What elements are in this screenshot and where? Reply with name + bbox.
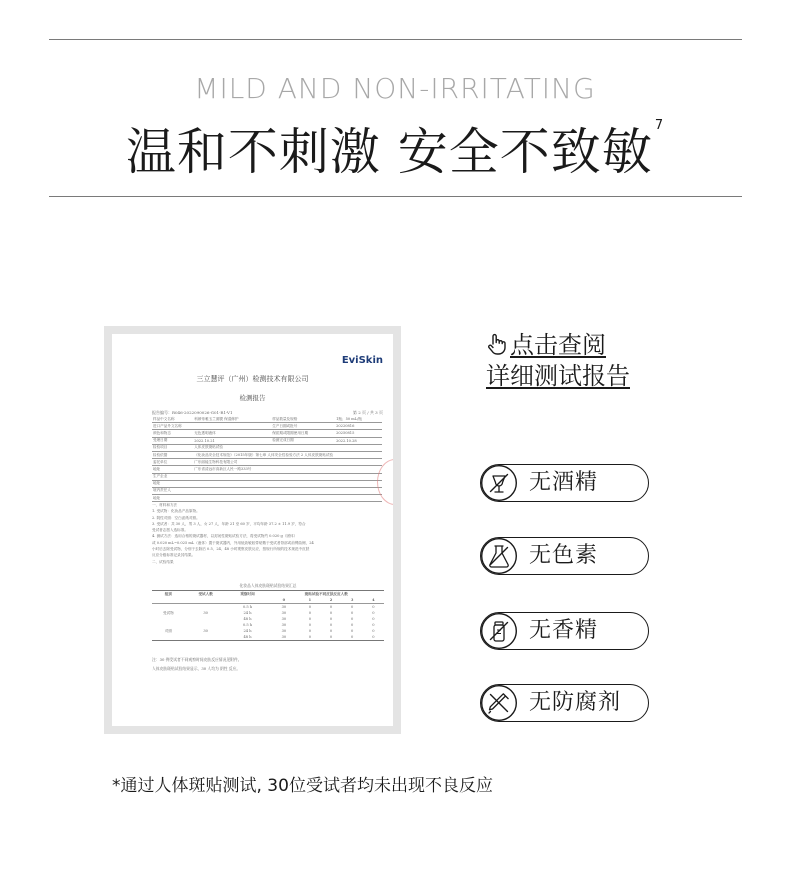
view-report-line-1[interactable] (486, 330, 686, 361)
body-line: 3. 受试者：共 30 人，男 3 人，女 27 人，年龄 21 至 60 岁，平均年龄 37.2 ± 11.9 岁，符合 (152, 521, 306, 526)
info-label: 委托单位 (152, 459, 193, 466)
info-value (193, 480, 382, 487)
info-row (152, 430, 382, 437)
results-header-cell: 组别 (152, 591, 185, 598)
info-value: 人体皮肤斑贴试验 (193, 444, 382, 451)
report-page-number: 第 2 页 / 共 3 页 (352, 410, 383, 415)
info-row (152, 437, 382, 444)
results-cell: 0 (308, 629, 311, 633)
results-cell: 0 (329, 629, 333, 633)
info-value: 2022.10.21 (193, 437, 271, 444)
info-value (193, 423, 271, 430)
results-cell: 48 h (243, 617, 252, 621)
results-cell: 0 (350, 623, 354, 627)
results-table (152, 590, 384, 641)
info-label: 检验项目 (152, 444, 193, 451)
info-row (152, 480, 382, 487)
info-row (152, 459, 382, 466)
results-cell: 30 (268, 634, 299, 641)
info-value (193, 473, 382, 480)
info-value: 1瓶；50 mL/瓶 (335, 416, 382, 423)
results-cell: 0 (308, 605, 311, 609)
info-value: 20220816 (335, 423, 382, 430)
results-cell: 0 (372, 611, 375, 615)
results-cell: 24 h (243, 611, 252, 615)
results-cell: 30 (281, 629, 287, 633)
results-cell: 0 (350, 629, 354, 633)
report-info-table (152, 416, 382, 502)
headline-text: 温和不刺激 安全不致敏 (125, 123, 653, 181)
info-row (152, 466, 382, 473)
results-group-count: 30 (203, 629, 208, 633)
info-label: 检测完成日期 (271, 437, 335, 444)
eviskin-logo: EviSkin (341, 355, 383, 366)
results-cell: 0.5 h (242, 605, 253, 609)
results-grade-cell: 0 (268, 597, 299, 604)
info-row (152, 444, 382, 451)
no-fragrance-icon (480, 612, 518, 650)
body-line: 2. 阴性对照：空白滤纸对照。 (152, 515, 200, 520)
no-alcohol-icon (480, 464, 518, 502)
results-grade-cell: 1 (299, 597, 320, 604)
info-label: 样品中文名称 (152, 416, 193, 423)
results-cell: 0 (308, 611, 311, 615)
body-line: 受试者志愿入选标准。 (152, 528, 188, 533)
results-group-name: 对照 (164, 628, 172, 633)
info-label: 地址 (152, 495, 193, 502)
no-pigment-icon (480, 537, 518, 575)
bottom-divider (49, 196, 742, 197)
info-label: 样品数量及规格 (271, 416, 335, 423)
report-body-text (152, 502, 384, 565)
footnote: *通过人体斑贴测试, 30位受试者均未出现不良反应 (112, 776, 493, 796)
results-grade-cell: 2 (320, 597, 341, 604)
results-cell: 24 h (243, 629, 252, 633)
body-line: 4. 测试方法：选用合格的斑试器材，以封闭性斑贴试验方法，将受试物约 0.020 g（固体） (152, 534, 298, 539)
info-row (152, 495, 382, 502)
badge-no-fragrance (480, 612, 649, 650)
results-cell: 0 (299, 634, 320, 641)
info-row (152, 423, 382, 430)
results-cell: 0 (350, 611, 354, 615)
info-label: 进口产品外文名称 (152, 423, 193, 430)
view-report-label-1: 点击查阅 (510, 331, 606, 359)
report-company: 三立慧评（广州）检测技术有限公司 (196, 375, 309, 383)
badge-no-pigment (480, 537, 649, 575)
footnote-marker: 7 (654, 118, 665, 133)
note-line: 注：30 例受试者不同观察时间皮肤反应情况见附件。 (152, 657, 242, 662)
results-row (152, 634, 384, 641)
info-label: 地址 (152, 480, 193, 487)
info-row (152, 416, 382, 423)
results-cell: 0 (342, 634, 363, 641)
results-cell: 48 h (227, 634, 269, 641)
results-cell: 0 (329, 623, 333, 627)
top-divider (49, 39, 742, 40)
badge-no-preservative (480, 684, 649, 722)
info-row (152, 487, 382, 494)
results-grade-cell: 3 (342, 597, 363, 604)
body-line: 反应分级标准记录其结果。 (152, 553, 196, 558)
results-cell: 0 (329, 617, 333, 621)
info-value: 广东丽能生物科技有限公司 (193, 459, 382, 466)
headline (0, 112, 790, 184)
pointing-hand-icon (486, 333, 506, 355)
note-line: 人体皮肤斑贴试验结果显示，30 人均为 阴性 反应。 (152, 666, 241, 671)
results-cell: 0 (350, 605, 354, 609)
results-header-cell: 斑贴试验不同皮肤反应人数 (268, 591, 384, 598)
badge-label: 无香精 (529, 618, 599, 643)
info-label: 颜色和物态 (152, 430, 193, 437)
body-line: 或 0.020 mL~0.025 mL（液体）置于斑试器内，外用低致敏胶带贴敷于受试者背部或前臂曲侧，24 (152, 540, 314, 545)
results-group-count (185, 634, 227, 641)
results-cell: 0 (350, 617, 354, 621)
info-label: 生产企业 (152, 473, 193, 480)
results-cell: 0 (308, 617, 311, 621)
report-thumbnail[interactable] (104, 326, 401, 734)
badge-no-alcohol (480, 464, 649, 502)
no-preservative-icon (480, 684, 518, 722)
info-value (193, 495, 382, 502)
results-cell: 0 (320, 634, 341, 641)
results-cell: 0 (329, 605, 333, 609)
info-label: 境内责任人 (152, 487, 193, 494)
results-cell: 0.5 h (242, 623, 253, 627)
info-label: 检验依据 (152, 451, 193, 458)
report-page (112, 334, 393, 726)
results-cell: 30 (281, 611, 287, 615)
info-label: 保质期或限期使用日期 (271, 430, 335, 437)
results-cell: 0 (372, 617, 375, 621)
results-cell: 0 (308, 623, 311, 627)
badge-label: 无酒精 (529, 470, 599, 495)
badge-label: 无防腐剂 (529, 690, 622, 715)
results-grade-cell: 4 (363, 597, 384, 604)
body-line: 一、材料和方法 (152, 503, 178, 507)
results-cell: 0 (372, 623, 375, 627)
results-group-name: 受试物 (162, 610, 174, 615)
body-line: 二、试验结果 (152, 559, 174, 564)
results-group-name (152, 634, 185, 641)
results-header-cell: 受试人数 (185, 591, 227, 598)
info-value: 科颜蒂雅玉兰面膜 保湿修护 (193, 416, 271, 423)
info-value: 2022.10.28 (335, 437, 382, 444)
results-cell: 0 (329, 611, 333, 615)
view-report-link[interactable] (486, 330, 686, 392)
badge-label: 无色素 (529, 543, 599, 568)
report-number: 报告编号：R046-2022090026-G01-R1-V1 (152, 410, 233, 415)
report-title: 检测报告 (239, 394, 266, 402)
results-cell: 30 (281, 617, 287, 621)
info-value (193, 487, 382, 494)
results-cell: 30 (281, 605, 287, 609)
info-row (152, 451, 382, 458)
info-label: 生产日期或批号 (271, 423, 335, 430)
results-cell: 0 (363, 634, 384, 641)
info-label: 地址 (152, 466, 193, 473)
results-cell: 0 (372, 605, 375, 609)
body-line: 小时后去除受试物，分别于去除后 0.5、24、48 小时观察皮肤反应，按规行所规的技术规范中皮肤 (152, 547, 310, 552)
info-value: 无色透明液体 (193, 430, 271, 437)
info-value: 广东省清远市高新区人民一路333号 (193, 466, 382, 473)
results-group-count: 30 (203, 611, 208, 615)
report-notes (152, 655, 384, 673)
results-table-caption: 化妆品人体皮肤斑贴试验结果汇总 (239, 583, 297, 588)
info-row (152, 473, 382, 480)
results-cell: 30 (281, 623, 287, 627)
info-value: 20250815 (335, 430, 382, 437)
results-header-cell: 观察时间 (227, 591, 269, 598)
view-report-line-2[interactable]: 详细测试报告 (486, 362, 630, 390)
english-subtitle: MILD AND NON-IRRITATING (194, 72, 596, 105)
body-line: 1. 受试物：化妆品产品原物。 (152, 509, 200, 514)
results-cell: 0 (372, 629, 375, 633)
info-label: 受理日期 (152, 437, 193, 444)
info-value: 《化妆品安全技术规范》（2015年版）第七章 人体安全性检验方法 2 人体皮肤斑贴试验 (193, 451, 382, 458)
